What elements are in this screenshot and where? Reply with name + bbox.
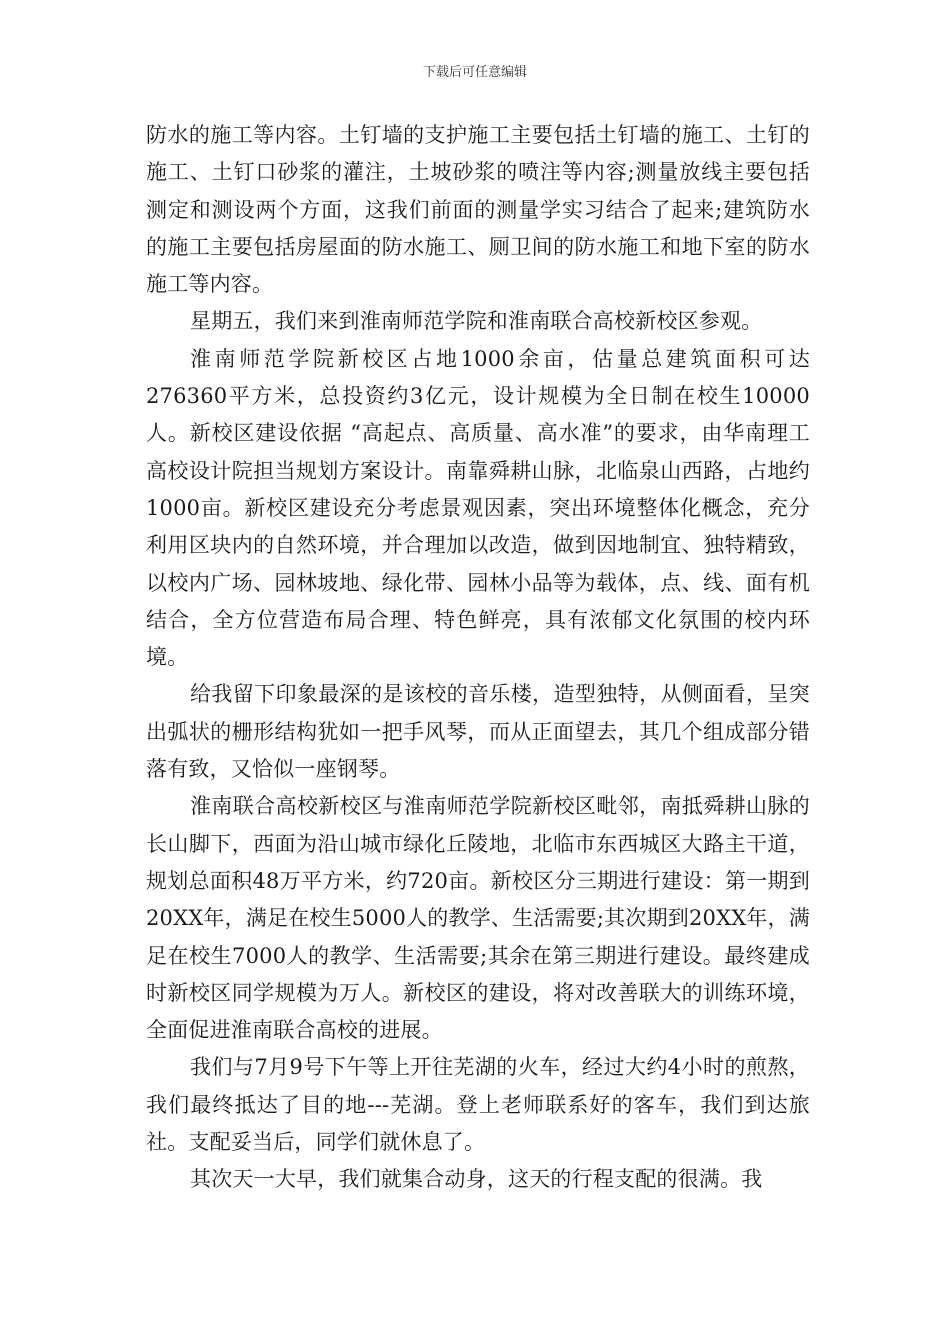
- paragraph-4: 给我留下印象最深的是该校的音乐楼，造型独特，从侧面看，呈突出弧状的栅形结构犹如一把手风琴，而从正面望去，其几个组成部分错落有致，又恰似一座钢琴。: [146, 682, 810, 782]
- paragraph-7: 其次天一大早，我们就集合动身，这天的行程支配的很满。我: [190, 1167, 763, 1192]
- document-body: [146, 117, 810, 1199]
- paragraph-3: 淮南师范学院新校区占地1000余亩，估量总建筑面积可达276360平方米，总投资约3亿元，设计规模为全日制在校生10000人。新校区建设依据 “高起点、高质量、高水准”的要求，由华南理工高校设计院担当规划方案设计。南靠舜耕山脉，北临泉山西路，占地约1000亩。新校区建设充分考虑景观因素，突出环境整体化概念，充分利用区块内的自然环境，并合理加以改造，做到因地制宜、独特精致，以校内广场、园林坡地、绿化带、园林小品等为载体，点、线、面有机结合，全方位营造布局合理、特色鲜亮，具有浓郁文化氛围的校内环境。: [146, 346, 810, 670]
- paragraph-6: 我们与7月9号下午等上开往芜湖的火车，经过大约4小时的煎熬，我们最终抵达了目的地---芜湖。登上老师联系好的客车，我们到达旅社。支配妥当后，同学们就休息了。: [146, 1055, 810, 1155]
- paragraph-1: 防水的施工等内容。土钉墙的支护施工主要包括土钉墙的施工、土钉的施工、土钉口砂浆的灌注，土坡砂浆的喷注等内容;测量放线主要包括测定和测设两个方面，这我们前面的测量学实习结合了起来;建筑防水的施工主要包括房屋面的防水施工、厕卫间的防水施工和地下室的防水施工等内容。: [146, 123, 810, 297]
- page-header: 下载后可任意编辑: [422, 65, 527, 80]
- paragraph-2: 星期五，我们来到淮南师范学院和淮南联合高校新校区参观。: [190, 309, 763, 334]
- paragraph-5: 淮南联合高校新校区与淮南师范学院新校区毗邻，南抵舜耕山脉的长山脚下，西面为沿山城市绿化丘陵地，北临市东西城区大路主干道，规划总面积48万平方米，约720亩。新校区分三期进行建设：第一期到20XX年，满足在校生5000人的教学、生活需要;其次期到20XX年，满足在校生7000人的教学、生活需要;其余在第三期进行建设。最终建成时新校区同学规模为万人。新校区的建设，将对改善联大的训练环境，全面促进淮南联合高校的进展。: [146, 794, 810, 1043]
